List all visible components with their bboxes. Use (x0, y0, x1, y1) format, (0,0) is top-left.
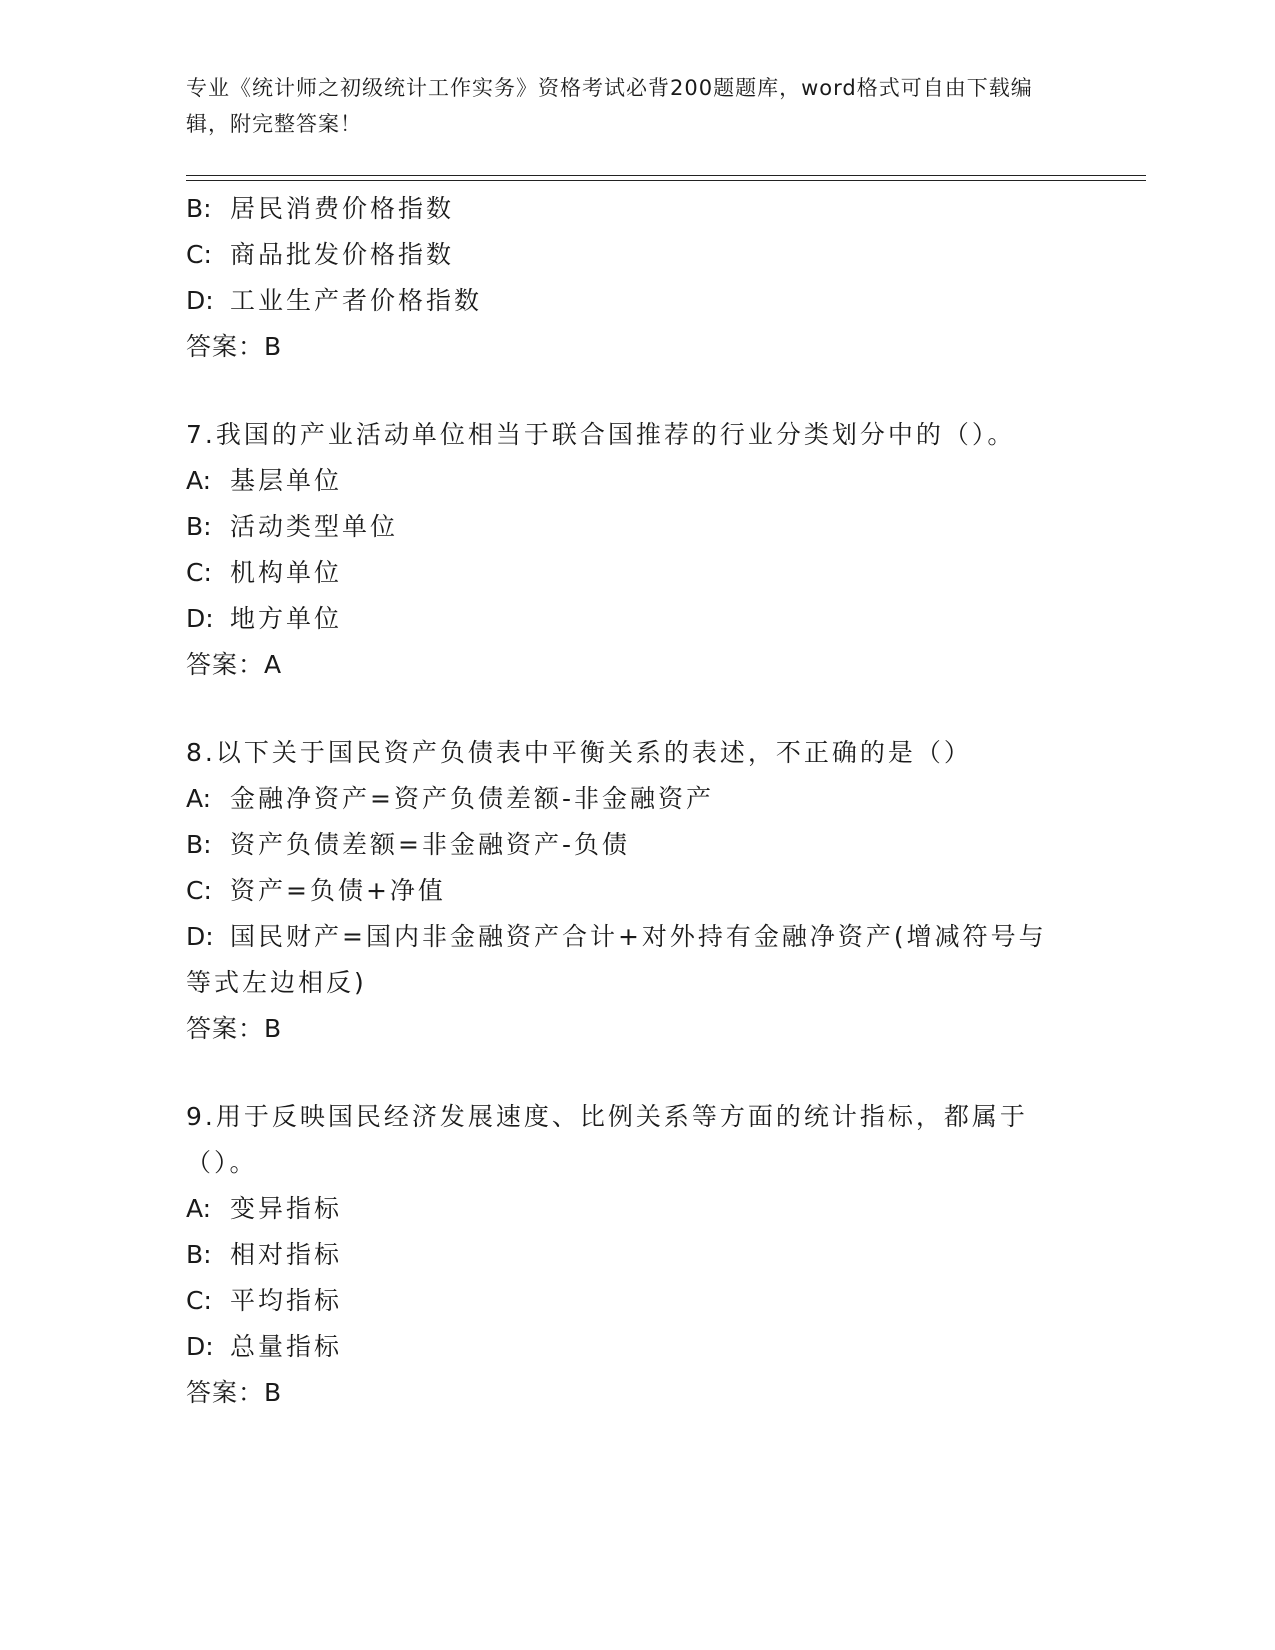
answer-line: 答案：B (186, 332, 283, 361)
option-b (186, 1232, 1066, 1278)
option-b (186, 504, 1066, 550)
option-c (186, 232, 1066, 278)
option-c (186, 550, 1066, 596)
answer-line: 答案：B (186, 1378, 283, 1407)
question-spacer (186, 688, 1066, 730)
option-label: D: (186, 1332, 214, 1361)
option-label: A: (186, 1194, 212, 1223)
option-text: 总量指标 (230, 1332, 343, 1361)
question-stem: 7.我国的产业活动单位相当于联合国推荐的行业分类划分中的（）。 (186, 420, 1016, 449)
option-text: 机构单位 (230, 558, 343, 587)
question-9 (186, 1094, 1066, 1416)
option-label: D: (186, 922, 214, 951)
option-label: A: (186, 466, 212, 495)
question-stem: 8.以下关于国民资产负债表中平衡关系的表述，不正确的是（） (186, 738, 972, 767)
question-6-tail (186, 186, 1066, 370)
option-label: D: (186, 286, 214, 315)
question-stem: 9.用于反映国民经济发展速度、比例关系等方面的统计指标，都属于（）。 (186, 1102, 1028, 1177)
option-a (186, 1186, 1066, 1232)
answer-line: 答案：B (186, 1014, 283, 1043)
option-text: 变异指标 (230, 1194, 343, 1223)
option-text: 资产=负债+净值 (230, 876, 446, 905)
option-a (186, 776, 1066, 822)
option-text: 商品批发价格指数 (230, 240, 455, 269)
option-label: B: (186, 1240, 212, 1269)
option-a (186, 458, 1066, 504)
option-text: 地方单位 (230, 604, 343, 633)
header-divider-bottom (186, 180, 1146, 181)
option-text: 资产负债差额=非金融资产-负债 (230, 830, 630, 859)
option-text: 基层单位 (230, 466, 343, 495)
option-label: C: (186, 240, 212, 269)
option-label: D: (186, 604, 214, 633)
document-header: 专业《统计师之初级统计工作实务》资格考试必背200题题库，word格式可自由下载编辑，附完整答案！ (186, 76, 1033, 136)
option-label: C: (186, 558, 212, 587)
option-d (186, 1324, 1066, 1370)
option-label: B: (186, 830, 212, 859)
option-label: C: (186, 876, 212, 905)
option-label: C: (186, 1286, 212, 1315)
answer-line: 答案：A (186, 650, 283, 679)
question-list (186, 186, 1066, 1416)
option-d (186, 278, 1066, 324)
option-d (186, 596, 1066, 642)
question-8 (186, 730, 1066, 1052)
option-b (186, 822, 1066, 868)
option-label: A: (186, 784, 212, 813)
option-d (186, 914, 1066, 1006)
option-text: 国民财产=国内非金融资产合计+对外持有金融净资产(增减符号与等式左边相反) (186, 922, 1047, 997)
question-spacer (186, 370, 1066, 412)
option-text: 工业生产者价格指数 (230, 286, 483, 315)
option-text: 金融净资产=资产负债差额-非金融资产 (230, 784, 714, 813)
option-text: 活动类型单位 (230, 512, 399, 541)
question-spacer (186, 1052, 1066, 1094)
option-text: 相对指标 (230, 1240, 343, 1269)
question-7 (186, 412, 1066, 688)
option-c (186, 1278, 1066, 1324)
option-text: 平均指标 (230, 1286, 343, 1315)
option-text: 居民消费价格指数 (230, 194, 455, 223)
option-label: B: (186, 512, 212, 541)
header-divider-top (186, 175, 1146, 176)
option-c (186, 868, 1066, 914)
option-b (186, 186, 1066, 232)
option-label: B: (186, 194, 212, 223)
